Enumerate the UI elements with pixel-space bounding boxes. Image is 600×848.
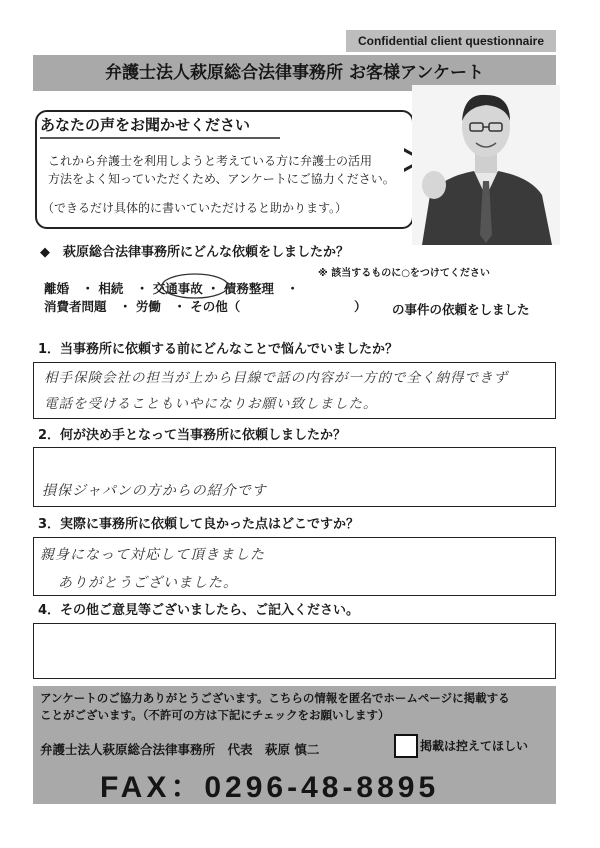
bubble-message: [48, 152, 403, 188]
no-publish-label: 掲載は控えてほしい: [420, 739, 529, 753]
question-2-answer-line-1: 損保ジャパンの方からの紹介です: [42, 483, 267, 499]
question-4-answer-box[interactable]: [33, 623, 556, 679]
other-close-paren: ）: [354, 299, 367, 314]
page-title: 弁護士法人萩原総合法律事務所 お客様アンケート: [33, 55, 556, 91]
bubble-title: あなたの声をお聞かせください: [40, 116, 251, 134]
question-1-answer-line-2: 電話を受けることもいやになりお願い致しました。: [44, 396, 378, 412]
question-3-answer-line-2: ありがとうございました。: [58, 575, 238, 591]
request-type-question: ◆ 萩原総合法律事務所にどんな依頼をしましたか？: [40, 245, 349, 260]
request-categories-line-2: 消費者問題 ・ 労働 ・ その他（: [44, 299, 241, 314]
question-2-label: 2．何が決め手となって当事務所に依頼しましたか？: [38, 428, 347, 443]
circle-instruction-note: ※ 該当するものに○をつけてください: [318, 268, 490, 279]
question-1-answer-line-1: 相手保険会社の担当が上から目線で話の内容が一方的で全く納得できず: [44, 370, 508, 386]
no-publish-checkbox[interactable]: [394, 734, 418, 758]
question-3-label: 3．実際に事務所に依頼して良かった点はどこですか？: [38, 517, 360, 532]
lawyer-photo: [412, 85, 560, 245]
fax-number: FAX：0296-48-8895: [100, 771, 440, 804]
question-4-label: 4．その他ご意見等ございましたら、ご記入ください。: [38, 603, 360, 618]
question-1-label: 1．当事務所に依頼する前にどんなことで悩んでいましたか？: [38, 342, 399, 357]
footer-notice-line-1: アンケートのご協力ありがとうございます。こちらの情報を匿名でホームページに掲載する: [40, 691, 510, 705]
confidential-tag: Confidential client questionnaire: [346, 30, 556, 52]
bubble-title-underline: [40, 136, 280, 140]
bubble-note: （できるだけ具体的に書いていただけると助かります。）: [42, 201, 348, 215]
request-categories-line-1: 離婚 ・ 相続 ・ 交通事故 ・ 債務整理 ・: [44, 281, 299, 296]
office-representative: 弁護士法人萩原総合法律事務所 代表 萩原 慎二: [40, 742, 320, 757]
bubble-message-line-2: 方法をよく知っていただくため、アンケートにご協力ください。: [48, 172, 395, 186]
circled-category-mark: [160, 270, 230, 300]
question-3-answer-line-1: 親身になって対応して頂きました: [40, 547, 265, 563]
footer-notice: [40, 690, 550, 724]
request-suffix-text: の事件の依頼をしました: [392, 302, 530, 317]
footer-notice-line-2: ことがございます。（不許可の方は下記にチェックをお願いします）: [40, 708, 390, 722]
bubble-message-line-1: これから弁護士を利用しようと考えている方に弁護士の活用: [48, 154, 373, 168]
